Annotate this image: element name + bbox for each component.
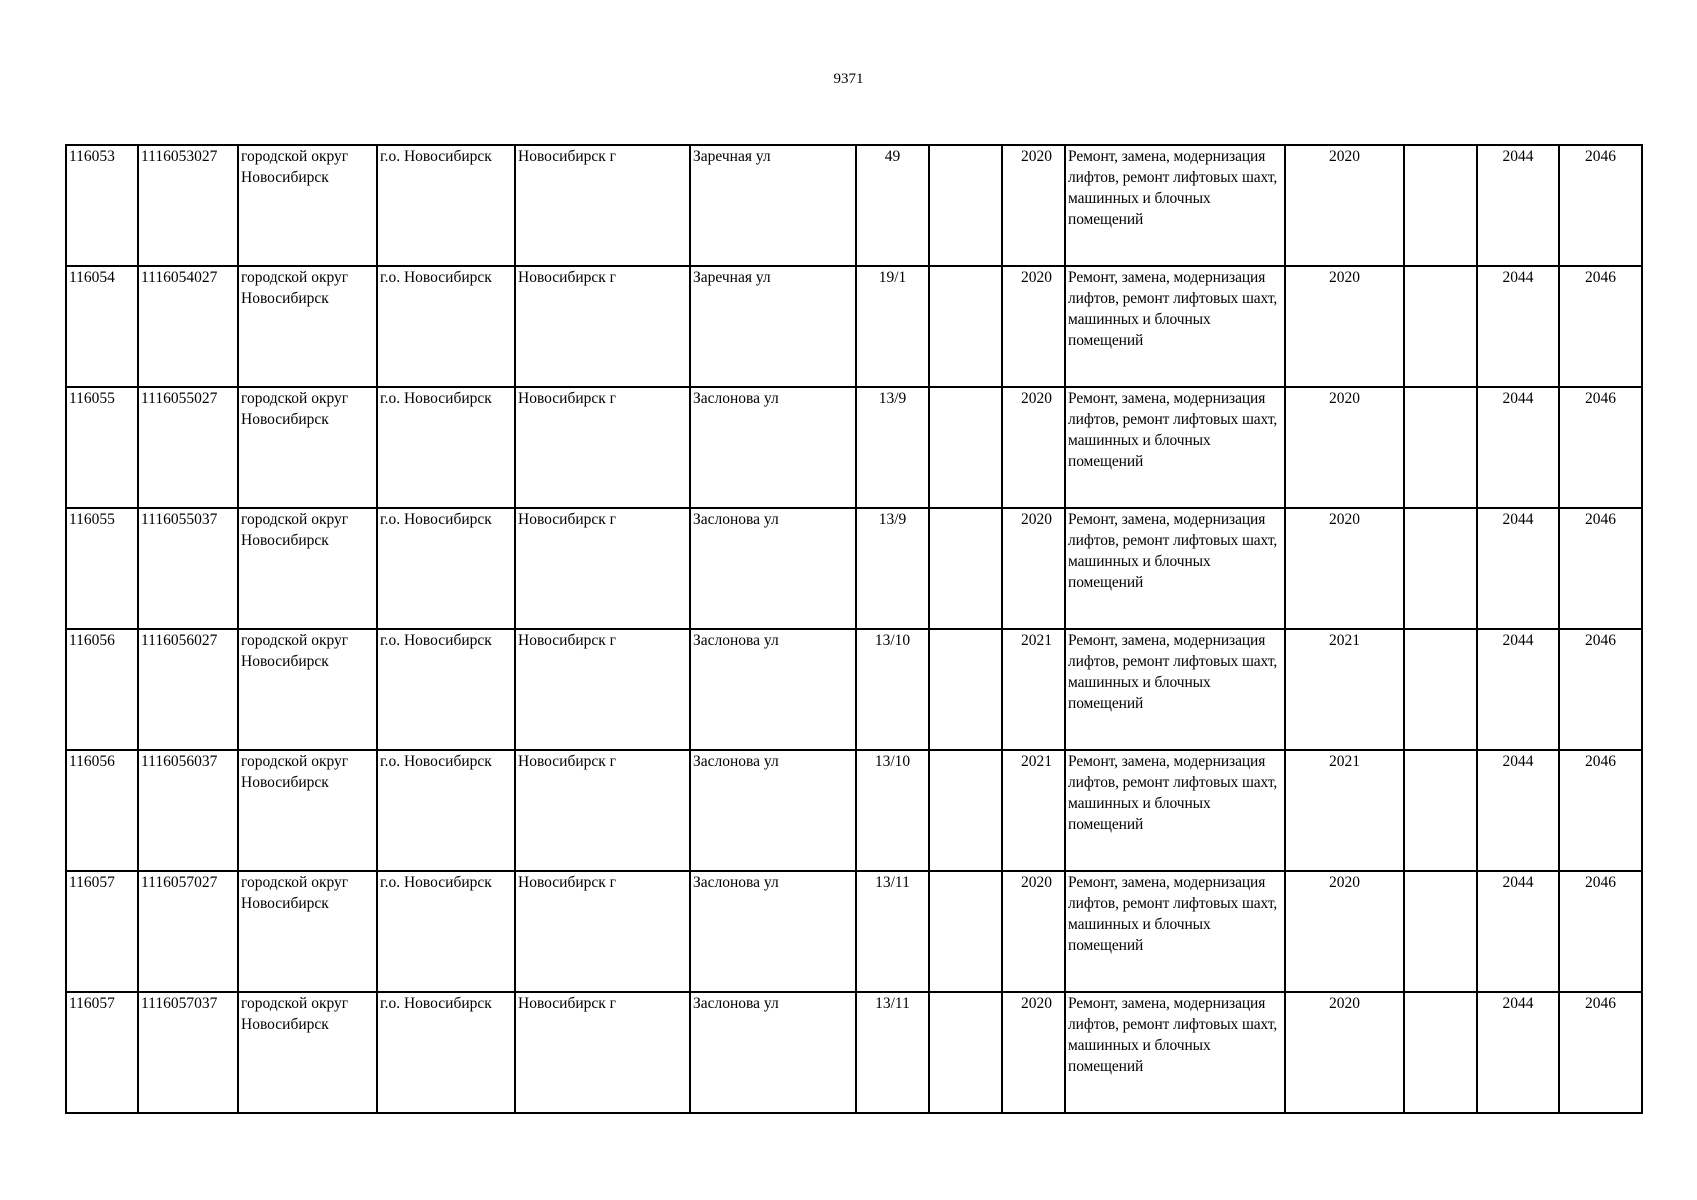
cell-year-c: 2044	[1477, 508, 1559, 629]
cell-year-d: 2046	[1559, 387, 1642, 508]
cell-id: 116055	[66, 387, 138, 508]
cell-blank	[1404, 145, 1477, 266]
registry-table	[65, 144, 1643, 1114]
cell-year-c: 2044	[1477, 629, 1559, 750]
cell-work-type: Ремонт, замена, модернизация лифтов, ремонт лифтовых шахт, машинных и блочных помещений	[1065, 508, 1285, 629]
cell-district: г.о. Новосибирск	[377, 750, 515, 871]
cell-district: г.о. Новосибирск	[377, 871, 515, 992]
cell-city: Новосибирск г	[515, 871, 690, 992]
cell-id: 116057	[66, 992, 138, 1113]
cell-year-a: 2020	[1002, 266, 1065, 387]
cell-work-type: Ремонт, замена, модернизация лифтов, ремонт лифтовых шахт, машинных и блочных помещений	[1065, 750, 1285, 871]
cell-street: Заслонова ул	[690, 750, 856, 871]
cell-year-c: 2044	[1477, 387, 1559, 508]
cell-blank	[1404, 266, 1477, 387]
cell-city: Новосибирск г	[515, 508, 690, 629]
cell-blank	[1404, 992, 1477, 1113]
cell-house: 13/11	[856, 992, 929, 1113]
cell-code: 1116057027	[138, 871, 238, 992]
cell-extra	[929, 266, 1002, 387]
cell-year-d: 2046	[1559, 508, 1642, 629]
cell-work-type: Ремонт, замена, модернизация лифтов, ремонт лифтовых шахт, машинных и блочных помещений	[1065, 871, 1285, 992]
cell-city: Новосибирск г	[515, 266, 690, 387]
cell-id: 116053	[66, 145, 138, 266]
cell-street: Заслонова ул	[690, 508, 856, 629]
cell-city: Новосибирск г	[515, 992, 690, 1113]
cell-year-d: 2046	[1559, 992, 1642, 1113]
cell-id: 116055	[66, 508, 138, 629]
cell-year-d: 2046	[1559, 145, 1642, 266]
cell-work-type: Ремонт, замена, модернизация лифтов, ремонт лифтовых шахт, машинных и блочных помещений	[1065, 145, 1285, 266]
cell-street: Заслонова ул	[690, 992, 856, 1113]
cell-year-c: 2044	[1477, 750, 1559, 871]
cell-district: г.о. Новосибирск	[377, 992, 515, 1113]
cell-year-d: 2046	[1559, 266, 1642, 387]
cell-street: Заречная ул	[690, 266, 856, 387]
table-row	[66, 508, 1642, 629]
cell-code: 1116055037	[138, 508, 238, 629]
cell-year-a: 2020	[1002, 145, 1065, 266]
cell-house: 13/10	[856, 629, 929, 750]
cell-id: 116056	[66, 629, 138, 750]
cell-year-d: 2046	[1559, 629, 1642, 750]
cell-year-b: 2020	[1285, 266, 1404, 387]
cell-year-b: 2020	[1285, 992, 1404, 1113]
cell-municipality: городской округ Новосибирск	[238, 508, 377, 629]
cell-code: 1116056027	[138, 629, 238, 750]
cell-year-b: 2020	[1285, 387, 1404, 508]
cell-code: 1116055027	[138, 387, 238, 508]
table-body	[66, 145, 1642, 1113]
cell-blank	[1404, 387, 1477, 508]
cell-blank	[1404, 629, 1477, 750]
page-number: 9371	[833, 71, 864, 87]
cell-extra	[929, 387, 1002, 508]
cell-year-b: 2020	[1285, 871, 1404, 992]
cell-year-d: 2046	[1559, 871, 1642, 992]
cell-code: 1116057037	[138, 992, 238, 1113]
cell-extra	[929, 750, 1002, 871]
cell-house: 13/9	[856, 387, 929, 508]
cell-year-b: 2021	[1285, 629, 1404, 750]
cell-code: 1116053027	[138, 145, 238, 266]
table-row	[66, 387, 1642, 508]
cell-work-type: Ремонт, замена, модернизация лифтов, ремонт лифтовых шахт, машинных и блочных помещений	[1065, 266, 1285, 387]
cell-district: г.о. Новосибирск	[377, 266, 515, 387]
cell-id: 116054	[66, 266, 138, 387]
cell-blank	[1404, 508, 1477, 629]
cell-year-d: 2046	[1559, 750, 1642, 871]
table-row	[66, 871, 1642, 992]
cell-district: г.о. Новосибирск	[377, 145, 515, 266]
cell-house: 49	[856, 145, 929, 266]
cell-year-b: 2020	[1285, 145, 1404, 266]
cell-street: Заслонова ул	[690, 871, 856, 992]
cell-city: Новосибирск г	[515, 387, 690, 508]
cell-house: 13/11	[856, 871, 929, 992]
cell-work-type: Ремонт, замена, модернизация лифтов, ремонт лифтовых шахт, машинных и блочных помещений	[1065, 387, 1285, 508]
cell-blank	[1404, 871, 1477, 992]
cell-street: Заслонова ул	[690, 629, 856, 750]
cell-extra	[929, 508, 1002, 629]
cell-city: Новосибирск г	[515, 750, 690, 871]
cell-house: 13/9	[856, 508, 929, 629]
cell-extra	[929, 145, 1002, 266]
cell-year-c: 2044	[1477, 145, 1559, 266]
table-row	[66, 629, 1642, 750]
cell-street: Заслонова ул	[690, 387, 856, 508]
cell-year-a: 2021	[1002, 750, 1065, 871]
cell-municipality: городской округ Новосибирск	[238, 145, 377, 266]
cell-year-c: 2044	[1477, 871, 1559, 992]
cell-district: г.о. Новосибирск	[377, 508, 515, 629]
cell-city: Новосибирск г	[515, 145, 690, 266]
cell-house: 19/1	[856, 266, 929, 387]
cell-extra	[929, 871, 1002, 992]
cell-year-a: 2020	[1002, 871, 1065, 992]
cell-work-type: Ремонт, замена, модернизация лифтов, ремонт лифтовых шахт, машинных и блочных помещений	[1065, 992, 1285, 1113]
cell-code: 1116056037	[138, 750, 238, 871]
cell-municipality: городской округ Новосибирск	[238, 629, 377, 750]
cell-district: г.о. Новосибирск	[377, 629, 515, 750]
cell-year-b: 2021	[1285, 750, 1404, 871]
cell-year-a: 2020	[1002, 992, 1065, 1113]
cell-year-a: 2020	[1002, 387, 1065, 508]
cell-year-b: 2020	[1285, 508, 1404, 629]
table-row	[66, 145, 1642, 266]
cell-year-c: 2044	[1477, 992, 1559, 1113]
cell-year-a: 2021	[1002, 629, 1065, 750]
cell-city: Новосибирск г	[515, 629, 690, 750]
cell-extra	[929, 992, 1002, 1113]
cell-municipality: городской округ Новосибирск	[238, 871, 377, 992]
cell-district: г.о. Новосибирск	[377, 387, 515, 508]
table-row	[66, 266, 1642, 387]
table-row	[66, 992, 1642, 1113]
cell-municipality: городской округ Новосибирск	[238, 992, 377, 1113]
cell-municipality: городской округ Новосибирск	[238, 387, 377, 508]
cell-street: Заречная ул	[690, 145, 856, 266]
cell-extra	[929, 629, 1002, 750]
cell-year-c: 2044	[1477, 266, 1559, 387]
cell-blank	[1404, 750, 1477, 871]
cell-house: 13/10	[856, 750, 929, 871]
cell-work-type: Ремонт, замена, модернизация лифтов, ремонт лифтовых шахт, машинных и блочных помещений	[1065, 629, 1285, 750]
cell-municipality: городской округ Новосибирск	[238, 750, 377, 871]
cell-municipality: городской округ Новосибирск	[238, 266, 377, 387]
cell-year-a: 2020	[1002, 508, 1065, 629]
cell-id: 116056	[66, 750, 138, 871]
cell-id: 116057	[66, 871, 138, 992]
cell-code: 1116054027	[138, 266, 238, 387]
table-row	[66, 750, 1642, 871]
